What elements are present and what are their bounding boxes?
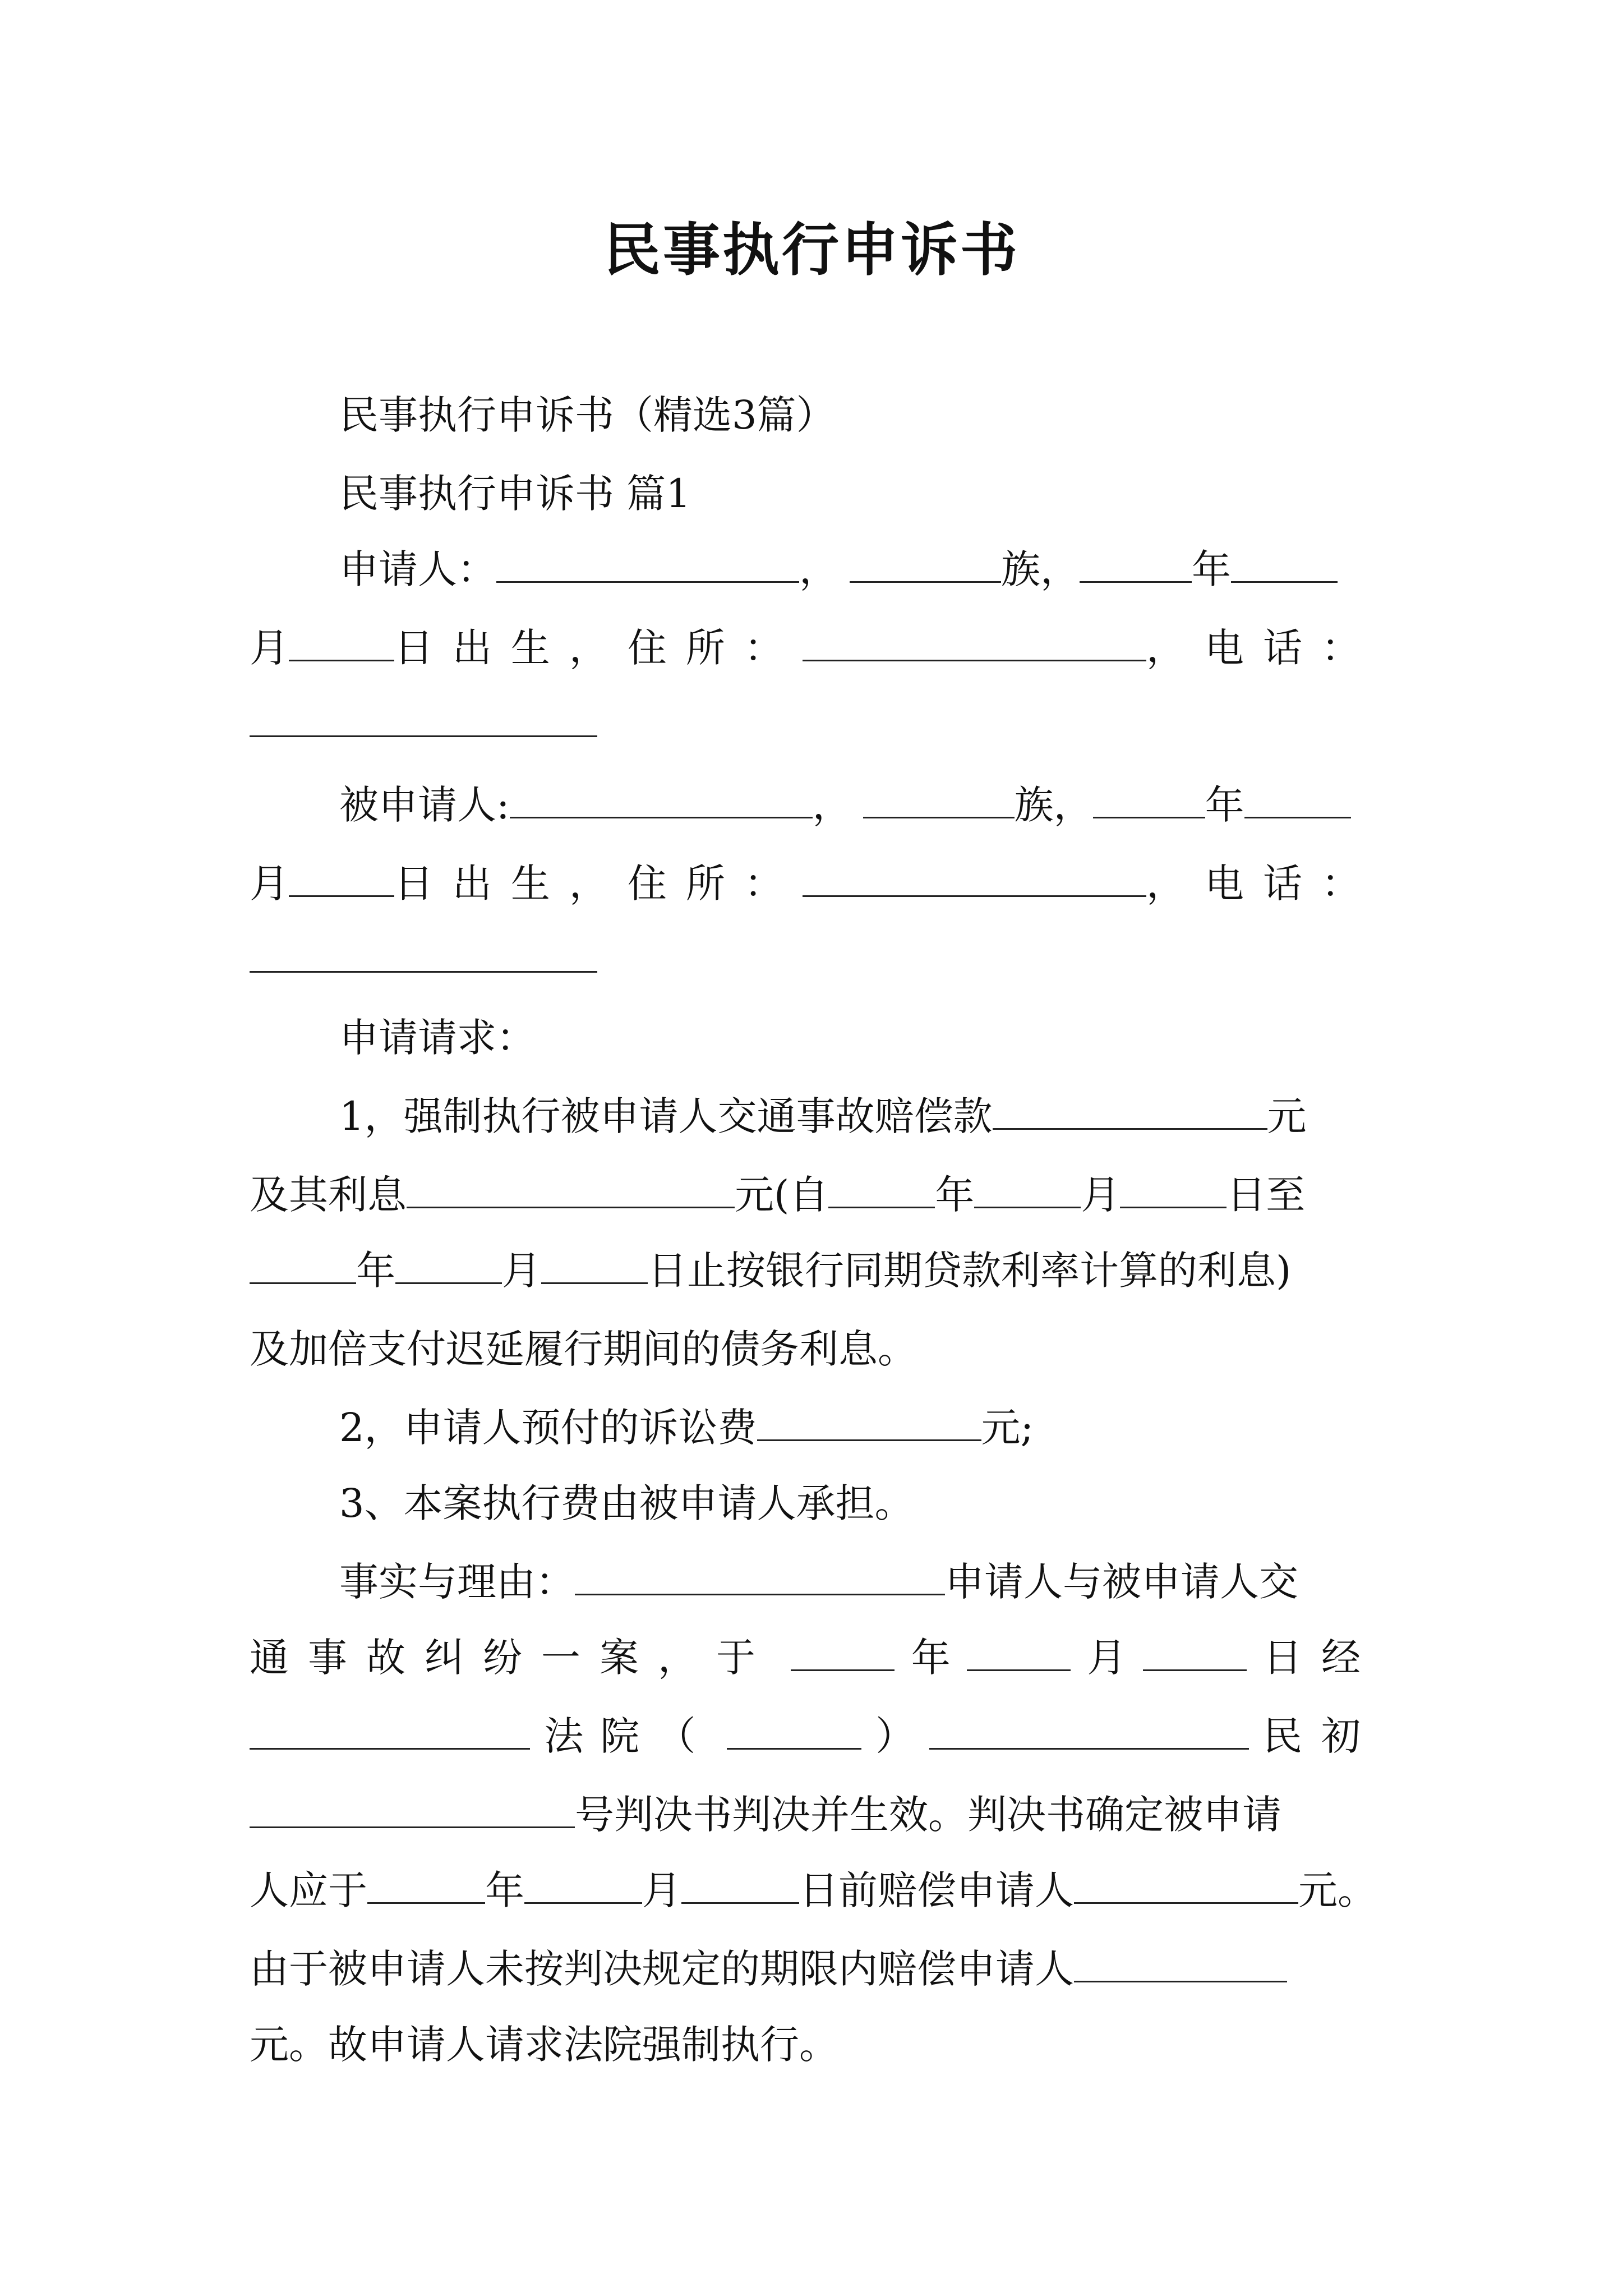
day-blank <box>681 1867 799 1904</box>
section-heading: 民事执行申诉书 篇1 <box>339 471 691 517</box>
interest-terms-text: 日止按银行同期贷款利率计算的利息) <box>648 1248 1292 1294</box>
month-text: 月 <box>250 861 289 907</box>
applicant-label: 申请人： <box>339 546 496 592</box>
facts-text: 日经 <box>1262 1635 1380 1681</box>
paren-text: ） <box>875 1713 915 1759</box>
court-blank <box>250 1713 530 1750</box>
month-blank <box>967 1635 1071 1671</box>
ethnicity-text: 族， <box>1014 782 1093 828</box>
fee-blank <box>757 1405 981 1441</box>
yuan-text: 元 <box>1267 1093 1307 1139</box>
month-text: 月 <box>1081 1172 1121 1218</box>
court-text: 法院（ <box>544 1713 713 1759</box>
year-text: 年 <box>1205 782 1244 828</box>
day-blank <box>1143 1635 1247 1671</box>
respondent-label: 被申请人: <box>339 782 510 828</box>
comma-text: ， <box>799 546 838 592</box>
year-text: 年 <box>485 1867 524 1913</box>
ethnicity-blank <box>850 546 1001 583</box>
comma-text: ， <box>812 782 852 828</box>
day-blank <box>1120 1172 1227 1208</box>
year-text: 年 <box>356 1248 395 1294</box>
item1-line-3 <box>250 1243 1380 1299</box>
amount-blank <box>1074 1946 1287 1982</box>
facts-label: 事实与理由： <box>339 1559 575 1605</box>
year-blank <box>1093 782 1205 818</box>
month-blank <box>1244 782 1351 818</box>
facts-line-1 <box>250 1554 1380 1610</box>
applicant-line-1 <box>250 541 1380 597</box>
year-blank <box>250 1248 356 1284</box>
facts-line-5 <box>250 1862 1380 1918</box>
respondent-line-3 <box>250 931 1380 987</box>
case-year-blank <box>727 1713 861 1750</box>
month-blank <box>524 1867 642 1904</box>
item1-line-4: 及加倍支付迟延履行期间的债务利息。 <box>250 1326 917 1372</box>
month-text: 月 <box>502 1248 541 1294</box>
item1-text: 1，强制执行被申请人交通事故赔偿款 <box>339 1093 993 1139</box>
case-number-blank <box>250 1792 575 1828</box>
ethnicity-blank <box>863 782 1015 818</box>
phone-text: ，电话： <box>1146 625 1380 671</box>
amount-blank <box>1074 1867 1298 1904</box>
year-text: 年 <box>935 1172 975 1218</box>
year-text: 年 <box>1192 546 1231 592</box>
day-blank <box>289 861 394 897</box>
day-blank <box>541 1248 648 1284</box>
day-blank <box>289 625 394 661</box>
facts-line-4 <box>250 1787 1380 1843</box>
facts-line-3 <box>250 1708 1380 1764</box>
phone-blank <box>250 936 597 973</box>
ethnicity-text: 族， <box>1001 546 1080 592</box>
applicant-line-2 <box>250 620 1380 676</box>
year-blank <box>791 1635 895 1671</box>
facts-blank <box>575 1559 945 1595</box>
interest-blank <box>407 1172 735 1208</box>
month-blank <box>1231 546 1338 583</box>
address-blank <box>803 861 1146 897</box>
subtitle: 民事执行申诉书（精选3篇） <box>339 392 836 438</box>
facts-text: 申请人与被申请人交 <box>945 1559 1298 1605</box>
facts-text: 日前赔偿申请人 <box>799 1867 1074 1913</box>
applicant-line-3 <box>250 696 1380 752</box>
item2-text: 2，申请人预付的诉讼费 <box>339 1405 757 1451</box>
facts-text: 民初 <box>1262 1713 1380 1759</box>
month-text: 月 <box>1087 1635 1127 1681</box>
year-blank <box>828 1172 935 1208</box>
item3-line: 3、本案执行费由被申请人承担。 <box>339 1480 914 1526</box>
facts-line-2 <box>250 1630 1380 1686</box>
request-heading: 申请请求： <box>339 1015 536 1061</box>
item2-line <box>250 1400 1380 1456</box>
name-blank <box>510 782 813 818</box>
respondent-line-2 <box>250 855 1380 912</box>
facts-text: 由于被申请人未按判决规定的期限内赔偿申请人 <box>250 1946 1074 1992</box>
address-blank <box>803 625 1146 661</box>
respondent-line-1 <box>250 777 1380 833</box>
item1-line-2 <box>250 1167 1380 1223</box>
facts-text: 人应于 <box>250 1867 367 1913</box>
facts-text: 号判决书判决并生效。判决书确定被申请 <box>575 1792 1281 1838</box>
from-text: 元(自 <box>735 1172 829 1218</box>
phone-text: ，电话： <box>1146 861 1380 907</box>
case-blank <box>929 1713 1249 1750</box>
name-blank <box>496 546 799 583</box>
month-text: 月 <box>642 1867 681 1913</box>
document-title: 民事执行申诉书 <box>603 217 1020 284</box>
interest-text: 及其利息 <box>250 1172 407 1218</box>
month-text: 月 <box>250 625 289 671</box>
year-blank <box>1080 546 1192 583</box>
year-text: 年 <box>911 1635 951 1681</box>
item1-line-1 <box>250 1088 1380 1144</box>
to-text: 日至 <box>1227 1172 1306 1218</box>
birth-address-text: 日出生，住所： <box>394 861 803 907</box>
yuan-text: 元。 <box>1298 1867 1377 1913</box>
month-blank <box>974 1172 1081 1208</box>
year-blank <box>367 1867 485 1904</box>
amount-blank <box>993 1093 1267 1130</box>
facts-line-6 <box>250 1941 1380 1997</box>
month-blank <box>395 1248 502 1284</box>
facts-text: 通事故纠纷一案，于 <box>250 1635 774 1681</box>
yuan-text: 元; <box>981 1405 1034 1451</box>
phone-blank <box>250 701 597 737</box>
facts-line-7: 元。故申请人请求法院强制执行。 <box>250 2022 838 2068</box>
birth-address-text: 日出生，住所： <box>394 625 803 671</box>
